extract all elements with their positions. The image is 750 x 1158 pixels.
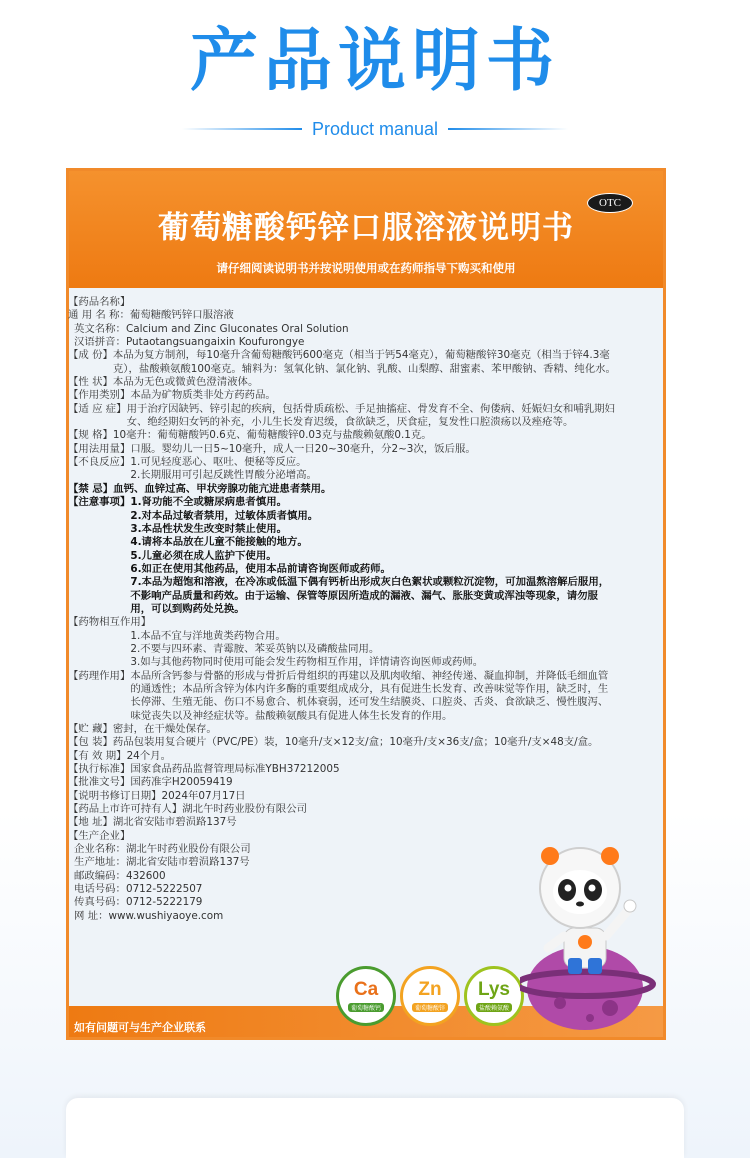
holder: 湖北午时药业股份有限公司	[182, 803, 307, 816]
category: 本品为矿物质类非处方药药品。	[130, 389, 276, 402]
appearance-row	[68, 376, 618, 389]
standard-label: 【执行标准】	[68, 763, 131, 776]
maker-name-label: 企业名称：	[74, 843, 126, 856]
caution-1: 1.肾功能不全或糖尿病患者慎用。	[130, 496, 287, 509]
package: 药品包装用复合硬片（PVC/PE）装，10毫升/支×12支/盒；10毫升/支×36支/盒；10毫升/支×48支/盒。	[112, 736, 599, 749]
storage-label: 【贮 藏】	[68, 723, 113, 735]
usage: 口服。婴幼儿一日5~10毫升，成人一日20~30毫升，分2~3次，饭后服。	[130, 442, 476, 455]
adverse-1: 1.可见轻度恶心、呕吐、便秘等反应。	[130, 456, 307, 469]
caution-row-6	[68, 563, 618, 576]
zip: 432600	[125, 869, 166, 882]
lysine-symbol: Lys	[477, 979, 511, 1000]
approval: 国药准字H20059419	[130, 776, 233, 789]
caution-row-2	[68, 510, 618, 523]
category-label: 【作用类别】	[68, 389, 131, 402]
english-name-row	[68, 323, 618, 336]
revision-label: 【说明书修订日期】	[68, 789, 162, 802]
divider-left	[182, 128, 302, 130]
caution-label: 【注意事项】	[68, 496, 131, 509]
approval-label: 【批准文号】	[68, 776, 131, 789]
category-row	[68, 389, 618, 402]
leaflet-title: 葡萄糖酸钙锌口服溶液说明书	[158, 210, 574, 246]
address-label: 【地 址】	[68, 816, 113, 829]
spec: 10毫升：葡萄糖酸钙0.6克、葡萄糖酸锌0.03克与盐酸赖氨酸0.1克。	[112, 429, 432, 442]
page-subtitle: Product manual	[311, 118, 439, 139]
interaction-2: 2.不要与四环素、青霉胺、苯妥英钠以及磷酸盐同用。	[130, 642, 380, 655]
package-label: 【包 装】	[68, 736, 113, 749]
validity: 24个月。	[126, 749, 171, 762]
fax: 0712-5222179	[125, 896, 203, 909]
adverse-label: 【不良反应】	[68, 456, 131, 469]
web-label: 网 址：	[74, 909, 109, 922]
indication-row	[68, 403, 618, 430]
pharma-row	[68, 670, 618, 723]
caution-4: 4.请将本品放在儿童不能接触的地方。	[130, 536, 308, 549]
calcium-label: 葡萄糖酸钙	[348, 1003, 384, 1012]
caution-7: 7.本品为超饱和溶液，在冷冻或低温下偶有钙析出形成灰白色絮状或颗粒沉淀物，可加温熬溶解后服用，不影响产品质量和药效。由于运输、保管等原因所造成的漏液、漏气、胀胀变黄或浑浊等现象，请勿服用，可以到购药处兑换。	[130, 576, 610, 615]
maker-addr-label: 生产地址：	[74, 856, 126, 869]
interaction-row-3	[68, 656, 618, 669]
adverse-2: 2.长期服用可引起反跳性胃酸分泌增高。	[130, 469, 317, 482]
common-name-label: 通 用 名 称：	[68, 309, 130, 322]
calcium-badge	[336, 966, 396, 1026]
composition-label: 【成 份】	[68, 349, 113, 362]
english-name-label: 英文名称：	[74, 322, 126, 335]
revision: 2024年07月17日	[161, 789, 246, 802]
usage-label: 【用法用量】	[68, 442, 131, 455]
common-name-row	[68, 309, 618, 322]
interaction-1: 1.本品不宜与洋地黄类药物合用。	[130, 629, 286, 642]
appearance: 本品为无色或微黄色澄清液体。	[112, 376, 259, 389]
composition-row	[68, 349, 618, 376]
adverse-row-2	[68, 469, 618, 482]
validity-row	[68, 750, 618, 763]
drug-name-header: 【药品名称】	[68, 296, 131, 308]
bottom-card	[66, 1098, 684, 1158]
revision-row	[68, 790, 618, 803]
calcium-symbol: Ca	[353, 979, 379, 1000]
subtitle-row	[0, 118, 750, 140]
common-name: 葡萄糖酸钙锌口服溶液	[129, 309, 234, 322]
usage-notice: 请仔细阅读说明书并按说明使用或在药师指导下购买和使用	[216, 261, 516, 275]
contra-label: 【禁 忌】	[68, 482, 114, 495]
caution-row-3	[68, 523, 618, 536]
appearance-label: 【性 状】	[68, 376, 113, 389]
indication: 用于治疗因缺钙、锌引起的疾病，包括骨质疏松、手足抽搐症、骨发育不全、佝偻病、妊娠妇女和哺乳期妇女、绝经期妇女钙的补充，小儿生长发育迟缓，食欲缺乏，厌食症，复发性口腔溃疡以及痤疮等。	[126, 402, 615, 429]
pharma: 本品所含钙参与骨骼的形成与骨折后骨组织的再建以及肌肉收缩、神经传递、凝血抑制，并降低毛细血管的通透性；本品所含锌为体内许多酶的重要组成成分，具有促进生长发育、改善味觉等作用，缺乏时，生长停滞、生殖无能、伤口不易愈合、机体衰弱，还可发生结膜炎、口腔炎、舌炎、食欲缺乏、慢性腹泻、味觉丧失以及神经症状等。盐酸赖氨酸具有促进人体生长发育的作用。	[130, 669, 609, 722]
interaction-row-2	[68, 643, 618, 656]
caution-row-5	[68, 550, 618, 563]
interaction-label: 【药物相互作用】	[68, 616, 152, 629]
adverse-row	[68, 456, 618, 469]
composition: 本品为复方制剂，每10毫升含葡萄糖酸钙600毫克（相当于钙54毫克），葡萄糖酸锌30毫克（相当于锌4.3毫克），盐酸赖氨酸100毫克。辅料为：氢氧化钠、氯化钠、乳酸、山梨醇、甜蜜素、苯甲酸钠、香精、纯化水。	[112, 349, 616, 375]
footer-contact-note: 如有问题可与生产企业联系	[74, 1021, 206, 1034]
english-name: Calcium and Zinc Gluconates Oral Solution	[125, 322, 349, 335]
web: www.wushiyaoye.com	[108, 909, 224, 922]
caution-5: 5.儿童必须在成人监护下使用。	[130, 549, 277, 562]
storage: 密封，在干燥处保存。	[112, 723, 217, 735]
pharma-label: 【药理作用】	[68, 669, 131, 682]
tel: 0712-5222507	[125, 883, 203, 896]
otc-badge: OTC	[587, 193, 633, 213]
interaction-3: 3.如与其他药物同时使用可能会发生药物相互作用，详情请咨询医师或药师。	[130, 656, 484, 669]
zip-label: 邮政编码：	[74, 869, 126, 882]
caution-row	[68, 496, 618, 509]
maker-name: 湖北午时药业股份有限公司	[125, 843, 251, 856]
maker-header: 【生产企业】	[68, 829, 131, 842]
interaction-row-1	[68, 630, 618, 643]
lysine-label: 盐酸赖氨酸	[476, 1003, 512, 1012]
storage-row	[68, 723, 618, 736]
address: 湖北省安陆市碧涢路137号	[112, 816, 237, 829]
panda-head	[540, 847, 620, 928]
zinc-symbol: Zn	[418, 979, 442, 1000]
panda-astronaut-mascot	[520, 808, 660, 1038]
spec-row	[68, 429, 618, 442]
lysine-badge	[464, 966, 524, 1026]
zinc-badge	[400, 966, 460, 1026]
approval-row	[68, 776, 618, 789]
validity-label: 【有 效 期】	[68, 749, 127, 762]
page-title: 产品说明书	[189, 22, 560, 101]
holder-label: 【药品上市许可持有人】	[68, 803, 183, 816]
standard-row	[68, 763, 618, 776]
pinyin: Putaotangsuangaixin Koufurongye	[125, 336, 305, 349]
pinyin-row	[68, 336, 618, 349]
pinyin-label: 汉语拼音：	[74, 336, 126, 349]
usage-row	[68, 443, 618, 456]
caution-3: 3.本品性状发生改变时禁止使用。	[130, 522, 287, 535]
caution-row-4	[68, 536, 618, 549]
tel-label: 电话号码：	[74, 883, 126, 896]
spec-label: 【规 格】	[68, 429, 113, 442]
package-row	[68, 736, 618, 749]
contra: 血钙、血锌过高、甲状旁腺功能亢进患者禁用。	[113, 482, 332, 495]
caution-6: 6.如正在使用其他药品，使用本品前请咨询医师或药师。	[130, 562, 391, 575]
caution-row-7	[68, 576, 618, 616]
zinc-label: 葡萄糖酸锌	[412, 1003, 448, 1012]
standard: 国家食品药品监督管理局标准YBH37212005	[130, 763, 340, 776]
fax-label: 传真号码：	[74, 896, 126, 909]
maker-addr: 湖北省安陆市碧涢路137号	[125, 856, 250, 869]
indication-label: 【适 应 症】	[68, 402, 127, 415]
divider-right	[448, 128, 568, 130]
contra-row	[68, 483, 618, 496]
caution-2: 2.对本品过敏者禁用，过敏体质者慎用。	[130, 509, 319, 522]
